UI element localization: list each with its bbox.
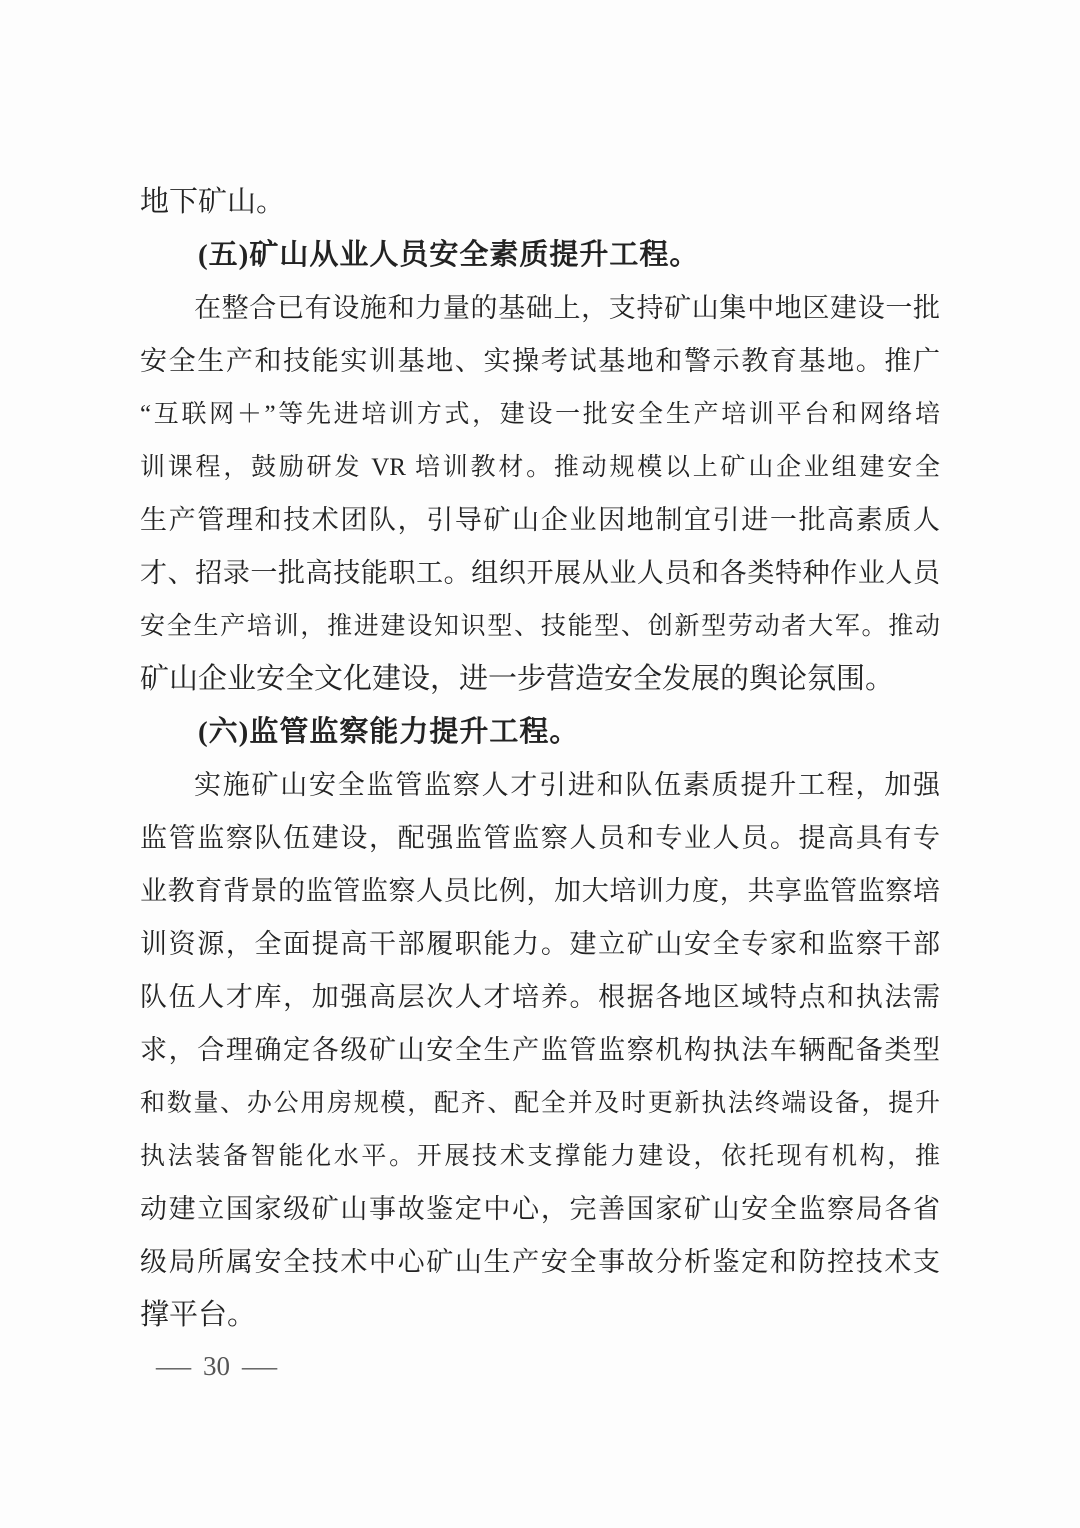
footer-dash-right: — — [241, 1351, 278, 1381]
body-text-line: 训课程，鼓励研发 VR 培训教材。推动规模以上矿山企业组建安全 — [140, 454, 940, 481]
body-text-line: 级局所属安全技术中心矿山生产安全事故分析鉴定和防控技术支 — [140, 1247, 940, 1277]
footer-dash-left: — — [155, 1351, 192, 1381]
body-text-line: 求，合理确定各级矿山安全生产监管监察机构执法车辆配备类型 — [140, 1035, 940, 1065]
document-body — [140, 176, 940, 1342]
body-text-line: 安全生产培训，推进建设知识型、技能型、创新型劳动者大军。推动 — [140, 613, 940, 640]
body-text-line: 执法装备智能化水平。开展技术支撑能力建设，依托现有机构，推 — [140, 1143, 940, 1170]
body-text-line: 地下矿山。 — [140, 186, 286, 218]
body-text-line: 安全生产和技能实训基地、实操考试基地和警示教育基地。推广 — [140, 346, 940, 376]
paragraph-end-line: 矿山企业安全文化建设，进一步营造安全发展的舆论氛围。 — [140, 663, 895, 695]
paragraph-end-line: 撑平台。 — [140, 1299, 257, 1331]
body-text-line: 业教育背景的监管监察人员比例，加大培训力度，共享监管监察培 — [140, 876, 940, 906]
body-text-line: “互联网＋”等先进培训方式，建设一批安全生产培训平台和网络培 — [140, 401, 940, 428]
section-5-heading: (五)矿山从业人员安全素质提升工程。 — [198, 239, 700, 271]
page-footer — [155, 1351, 278, 1382]
body-text-line: 动建立国家级矿山事故鉴定中心，完善国家矿山安全监察局各省 — [140, 1194, 940, 1224]
body-text-line: 才、招录一批高技能职工。组织开展从业人员和各类特种作业人员 — [140, 558, 940, 588]
section-6-heading: (六)监管监察能力提升工程。 — [198, 716, 580, 748]
body-text-line: 和数量、办公用房规模，配齐、配全并及时更新执法终端设备，提升 — [140, 1090, 940, 1117]
body-text-line: 训资源，全面提高干部履职能力。建立矿山安全专家和监察干部 — [140, 929, 940, 959]
body-text-line: 生产管理和技术团队，引导矿山企业因地制宜引进一批高素质人 — [140, 505, 940, 535]
paragraph-start-line: 实施矿山安全监管监察人才引进和队伍素质提升工程，加强 — [194, 770, 940, 800]
paragraph-start-line: 在整合已有设施和力量的基础上，支持矿山集中地区建设一批 — [194, 293, 940, 323]
body-text-line: 监管监察队伍建设，配强监管监察人员和专业人员。提高具有专 — [140, 823, 940, 853]
page-number: 30 — [203, 1351, 230, 1381]
body-text-line: 队伍人才库，加强高层次人才培养。根据各地区域特点和执法需 — [140, 982, 940, 1012]
